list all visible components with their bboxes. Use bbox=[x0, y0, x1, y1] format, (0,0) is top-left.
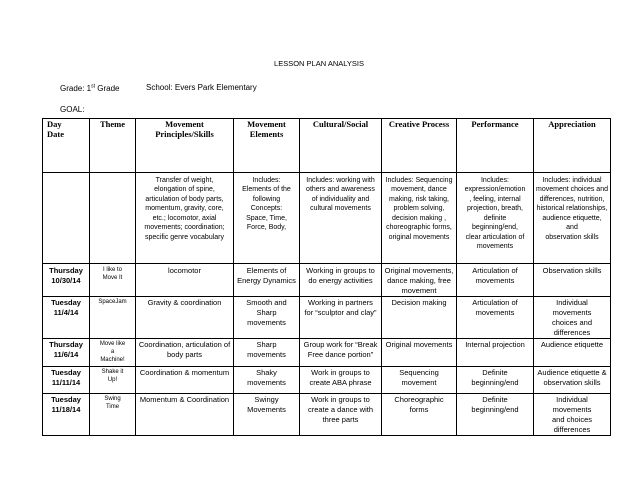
includes-cell bbox=[43, 173, 90, 264]
cell-line: Sharp bbox=[256, 308, 277, 317]
cell-line: 11/11/14 bbox=[51, 378, 81, 387]
cell-line: observation skills bbox=[545, 233, 599, 241]
cell-performance bbox=[457, 394, 534, 436]
cell-line: beginning/end bbox=[471, 378, 519, 387]
cell-line: Individual movements bbox=[552, 298, 592, 317]
cell-line: choreographic forms, bbox=[386, 224, 452, 232]
cell-line: for “sculptor and clay” bbox=[304, 308, 377, 317]
cell-line: Smooth and bbox=[246, 298, 287, 308]
cell-line: Coordination & momentum bbox=[139, 368, 230, 378]
cell-line: Concepts: bbox=[250, 205, 283, 213]
cell-line: create ABA phrase bbox=[309, 378, 372, 387]
header-row bbox=[43, 119, 611, 173]
table-row bbox=[43, 297, 611, 339]
cell-skills bbox=[136, 367, 234, 394]
cell-line: Internal projection bbox=[465, 340, 525, 350]
cell-theme bbox=[90, 394, 136, 436]
cell-line: do energy activities bbox=[308, 275, 373, 285]
cell-line: momentum, gravity, core, bbox=[145, 205, 224, 213]
cell-line: Working in partners bbox=[308, 298, 373, 308]
cell-line: movement, dance bbox=[391, 186, 447, 194]
cell-line: a bbox=[110, 349, 115, 356]
cell-line: movements bbox=[475, 275, 515, 285]
cell-line: Time bbox=[105, 404, 120, 411]
includes-cell bbox=[136, 173, 234, 264]
col-header-performance: Performance bbox=[457, 119, 534, 173]
cell-skills bbox=[136, 394, 234, 436]
cell-cultural bbox=[300, 367, 382, 394]
cell-performance bbox=[457, 297, 534, 339]
cell-line: choices and differences bbox=[551, 317, 593, 337]
cell-line: following bbox=[252, 195, 281, 203]
cell-line: Decision making bbox=[391, 298, 447, 308]
col-header-creative-process: Creative Process bbox=[382, 119, 457, 173]
cell-line: beginning/end, bbox=[472, 224, 518, 232]
page-title: LESSON PLAN ANALYSIS bbox=[274, 59, 364, 68]
cell-appreciation bbox=[534, 264, 611, 297]
cell-line: movements; coordination; bbox=[144, 224, 225, 232]
cell-cultural bbox=[300, 394, 382, 436]
includes-row bbox=[43, 173, 611, 264]
cell-line: 10/30/14 bbox=[51, 275, 81, 285]
cell-elements bbox=[234, 394, 300, 436]
cell-line: movements bbox=[247, 317, 286, 327]
table-row bbox=[43, 339, 611, 367]
cell-performance bbox=[457, 339, 534, 367]
col-header-day-date: Day Date bbox=[43, 119, 90, 173]
cell-elements bbox=[234, 297, 300, 339]
cell-line: Original movements, bbox=[384, 266, 454, 275]
cell-appreciation bbox=[534, 367, 611, 394]
includes-cell bbox=[234, 173, 300, 264]
cell-line: Gravity & coordination bbox=[147, 298, 222, 308]
school-label: School: Evers Park Elementary bbox=[146, 83, 257, 92]
cell-line: Sharp bbox=[256, 340, 277, 350]
col-header-theme: Theme bbox=[90, 119, 136, 173]
cell-line: 11/18/14 bbox=[51, 405, 81, 414]
cell-line: Includes: bbox=[480, 177, 510, 184]
cell-line: specific genre vocabulary bbox=[145, 233, 224, 241]
cell-elements bbox=[234, 339, 300, 367]
cell-line: Swing bbox=[104, 396, 121, 403]
col-header-cultural-social: Cultural/Social bbox=[300, 119, 382, 173]
cell-line: Energy Dynamics bbox=[237, 275, 296, 285]
cell-line: Movements bbox=[247, 405, 286, 414]
cell-line: Choreographic forms bbox=[394, 395, 444, 414]
cell-line: Includes: individual bbox=[542, 177, 602, 184]
cell-line: original movements bbox=[388, 233, 450, 241]
cell-creative bbox=[382, 297, 457, 339]
cell-line: Original movements bbox=[385, 340, 453, 350]
cell-line: decision making , bbox=[391, 214, 447, 222]
meta-line bbox=[60, 83, 257, 93]
cell-line: observation skills bbox=[543, 378, 601, 387]
cell-line: Coordination, articulation of bbox=[138, 340, 231, 350]
cell-line: Move like bbox=[99, 341, 126, 348]
cell-creative bbox=[382, 394, 457, 436]
table-row bbox=[43, 367, 611, 394]
cell-line: Work in groups to bbox=[311, 368, 370, 378]
cell-line: Group work for “Break bbox=[303, 340, 378, 350]
cell-line: Observation skills bbox=[542, 266, 602, 275]
cell-line: Audience etiquette bbox=[540, 340, 604, 350]
cell-line: articulation of body parts, bbox=[145, 195, 224, 203]
cell-line: Definite bbox=[482, 395, 508, 405]
goal-label: GOAL: bbox=[60, 105, 85, 114]
cell-appreciation bbox=[534, 394, 611, 436]
cell-line: Elements of bbox=[246, 266, 287, 275]
cell-line: Shake it bbox=[101, 369, 124, 376]
cell-line: Articulation of bbox=[472, 266, 518, 275]
cell-line: create a dance with bbox=[307, 405, 374, 414]
cell-elements bbox=[234, 367, 300, 394]
cell-line: Tuesday bbox=[51, 298, 81, 308]
cell-line: Thursday bbox=[49, 266, 83, 275]
cell-cultural bbox=[300, 264, 382, 297]
cell-line: movements bbox=[476, 243, 514, 251]
cell-elements bbox=[234, 264, 300, 297]
cell-line: movements bbox=[475, 308, 515, 317]
cell-line: audience etiquette, and bbox=[542, 214, 602, 232]
cell-line: problem solving, bbox=[393, 205, 445, 213]
cell-line: Elements of the bbox=[242, 186, 291, 194]
cell-skills bbox=[136, 297, 234, 339]
cell-line: Swingy bbox=[254, 395, 279, 405]
cell-line: differences, nutrition, bbox=[539, 195, 605, 203]
grade-label: Grade: 1st Grade bbox=[60, 83, 120, 93]
cell-date bbox=[43, 339, 90, 367]
cell-theme bbox=[90, 367, 136, 394]
cell-line: 11/4/14 bbox=[53, 308, 79, 317]
cell-line: Machine! bbox=[100, 357, 125, 364]
cell-date bbox=[43, 394, 90, 436]
cell-theme bbox=[90, 297, 136, 339]
cell-appreciation bbox=[534, 297, 611, 339]
col-header-movement-principles: Movement Principles/Skills bbox=[136, 119, 234, 173]
includes-cell bbox=[457, 173, 534, 264]
includes-cell bbox=[300, 173, 382, 264]
cell-line: Up! bbox=[107, 377, 118, 384]
cell-line: cultural movements bbox=[310, 205, 371, 213]
cell-skills bbox=[136, 339, 234, 367]
cell-line: Transfer of weight, bbox=[155, 177, 214, 184]
cell-line: etc.; locomotor, axial bbox=[152, 214, 217, 222]
lesson-plan-table bbox=[42, 118, 611, 436]
cell-theme bbox=[90, 339, 136, 367]
cell-line: Includes: working with bbox=[306, 177, 375, 184]
cell-line: of individuality and bbox=[311, 195, 370, 203]
cell-line: Thursday bbox=[49, 340, 83, 350]
includes-cell bbox=[382, 173, 457, 264]
cell-line: movement choices and bbox=[536, 186, 608, 194]
cell-line: others and awareness bbox=[306, 186, 375, 194]
cell-date bbox=[43, 297, 90, 339]
cell-line: movement bbox=[401, 378, 437, 387]
cell-line: Definite bbox=[482, 368, 508, 378]
cell-line: Free dance portion” bbox=[307, 350, 374, 359]
includes-cell bbox=[90, 173, 136, 264]
table-row bbox=[43, 264, 611, 297]
cell-line: elongation of spine, bbox=[154, 186, 215, 194]
cell-line: Shaky bbox=[256, 368, 277, 378]
cell-line: Space, Time, bbox=[246, 214, 287, 222]
cell-date bbox=[43, 264, 90, 297]
cell-line: three parts bbox=[322, 414, 359, 424]
cell-cultural bbox=[300, 339, 382, 367]
cell-line: Momentum & Coordination bbox=[139, 395, 230, 405]
cell-line: and choices differences bbox=[551, 414, 593, 434]
cell-line: Sequencing bbox=[399, 368, 439, 378]
cell-line: locomotor bbox=[168, 266, 201, 275]
cell-line: Includes: Sequencing bbox=[385, 177, 453, 184]
cell-line: , feeling, internal bbox=[469, 195, 521, 203]
cell-line: Individual movements bbox=[552, 395, 592, 414]
cell-cultural bbox=[300, 297, 382, 339]
cell-line: Includes: bbox=[252, 177, 281, 184]
cell-creative bbox=[382, 367, 457, 394]
col-header-appreciation: Appreciation bbox=[534, 119, 611, 173]
cell-line: 11/6/14 bbox=[53, 350, 79, 359]
cell-line: expression/emotion bbox=[464, 186, 526, 194]
cell-line: I like to bbox=[102, 267, 122, 273]
cell-line: Audience etiquette & bbox=[537, 368, 607, 378]
cell-theme bbox=[90, 264, 136, 297]
cell-line: clear articulation of bbox=[465, 233, 525, 241]
cell-line: Tuesday bbox=[51, 368, 81, 378]
cell-creative bbox=[382, 339, 457, 367]
includes-cell bbox=[534, 173, 611, 264]
cell-line: beginning/end bbox=[471, 405, 519, 414]
cell-line: Working in groups to bbox=[306, 266, 375, 275]
cell-line: projection, breath, bbox=[466, 205, 524, 213]
cell-line: Move It bbox=[102, 275, 123, 282]
cell-line: movements bbox=[247, 350, 286, 359]
table-row bbox=[43, 394, 611, 436]
col-header-movement-elements: Movement Elements bbox=[234, 119, 300, 173]
cell-line: dance making, free bbox=[387, 275, 451, 285]
cell-skills bbox=[136, 264, 234, 297]
cell-line: body parts bbox=[166, 350, 203, 359]
cell-line: definite bbox=[483, 214, 507, 222]
cell-line: Force, Body, bbox=[246, 224, 287, 232]
cell-date bbox=[43, 367, 90, 394]
cell-line: making, risk taking, bbox=[389, 195, 449, 203]
cell-line: movement bbox=[401, 285, 437, 295]
cell-performance bbox=[457, 367, 534, 394]
cell-appreciation bbox=[534, 339, 611, 367]
cell-line: movements bbox=[247, 378, 286, 387]
cell-line: Articulation of bbox=[472, 298, 518, 308]
cell-creative bbox=[382, 264, 457, 297]
cell-line: Work in groups to bbox=[311, 395, 370, 405]
cell-performance bbox=[457, 264, 534, 297]
cell-line: Tuesday bbox=[51, 395, 81, 405]
cell-line: SpaceJam bbox=[98, 299, 127, 306]
cell-line: historical relationships, bbox=[536, 205, 608, 213]
